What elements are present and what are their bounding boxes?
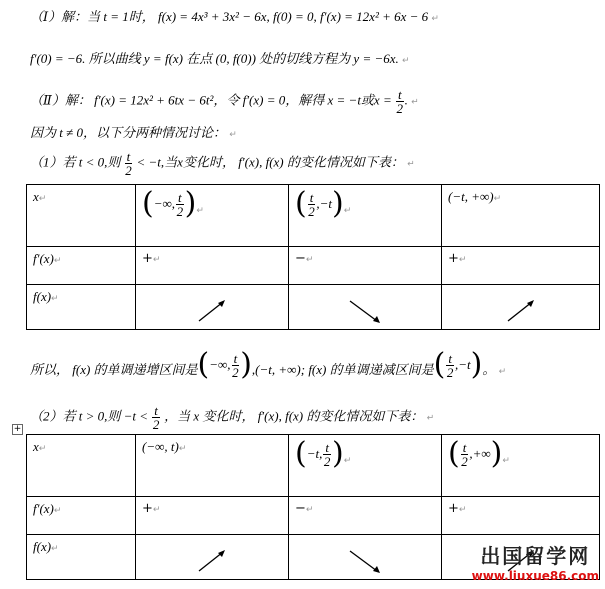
- header-fprime: f′(x)↵: [27, 497, 136, 535]
- header-x: x↵: [27, 185, 136, 247]
- summary-line: 所以， f(x) 的单调递增区间是 ( −∞, $\frac{t}{2}$ ) ,(−t, +∞); f(x) 的单调递减区间是 ( $\frac{t}{2}$ ,−t ) 。 ↵: [30, 347, 507, 382]
- watermark-title: 出国留学网: [480, 544, 591, 568]
- fraction-t-over-2: $\frac{t}{2}$: [125, 149, 132, 178]
- sign-cell: +↵: [442, 247, 600, 285]
- header-f: f(x)↵: [27, 535, 136, 580]
- interval-cell: ( −∞, $\frac{t}{2}$ ) ↵: [136, 185, 289, 247]
- fraction-t-over-2: $\frac{t}{2}$: [396, 87, 404, 116]
- increasing-arrow-icon: [136, 285, 289, 330]
- sign-cell: −↵: [289, 497, 442, 535]
- header-fprime: f′(x)↵: [27, 247, 136, 285]
- sign-cell: +↵: [442, 497, 600, 535]
- variation-table-case1: [26, 184, 600, 330]
- part2-line2: 因为 t ≠ 0，以下分两种情况讨论： ↵: [30, 125, 237, 140]
- interval-cell: (−t, +∞)↵: [442, 185, 600, 247]
- sign-cell: −↵: [289, 247, 442, 285]
- interval-cell: ( $\frac{t}{2}$ ,−t ) ↵: [289, 185, 442, 247]
- increasing-arrow-icon: [442, 285, 600, 330]
- interval-cell: ( −t, $\frac{t}{2}$ ) ↵: [289, 435, 442, 497]
- watermark-logo: [472, 540, 599, 583]
- part2-line1: （Ⅱ）解： f′(x) = 12x² + 6tx − 6t²，令 f′(x) = 0，解得 x = −t或x = $\frac{t}{2}$ . ↵: [30, 87, 419, 116]
- part1-line1: （Ⅰ）解：当 t = 1时， f(x) = 4x³ + 3x² − 6x, f(0) = 0, f′(x) = 12x² + 6x − 6 ↵: [30, 9, 439, 24]
- case1-heading: （1）若 t < 0,则 $\frac{t}{2}$ < −t,当x变化时， f′(x), f(x) 的变化情况如下表： ↵: [30, 149, 415, 178]
- sign-cell: +↵: [136, 497, 289, 535]
- case2-heading: （2）若 t > 0,则 −t < $\frac{t}{2}$ ，当 x 变化时， f′(x), f(x) 的变化情况如下表： ↵: [30, 403, 435, 432]
- interval-cell: (−∞, t)↵: [136, 435, 289, 497]
- table-move-handle-icon[interactable]: +: [13, 424, 22, 434]
- increasing-arrow-icon: [136, 535, 289, 580]
- decreasing-arrow-icon: [289, 535, 442, 580]
- decreasing-arrow-icon: [289, 285, 442, 330]
- part1-line2: f′(0) = −6. 所以曲线 y = f(x) 在点 (0, f(0)) 处的切线方程为 y = −6x. ↵: [30, 51, 410, 66]
- sign-cell: +↵: [136, 247, 289, 285]
- header-x: x↵: [27, 435, 136, 497]
- watermark-url: www.liuxue86.com: [471, 569, 599, 583]
- fraction-t-over-2: $\frac{t}{2}$: [152, 403, 160, 432]
- header-f: f(x)↵: [27, 285, 136, 330]
- interval-cell: ( $\frac{t}{2}$ ,+∞ ) ↵: [442, 435, 600, 497]
